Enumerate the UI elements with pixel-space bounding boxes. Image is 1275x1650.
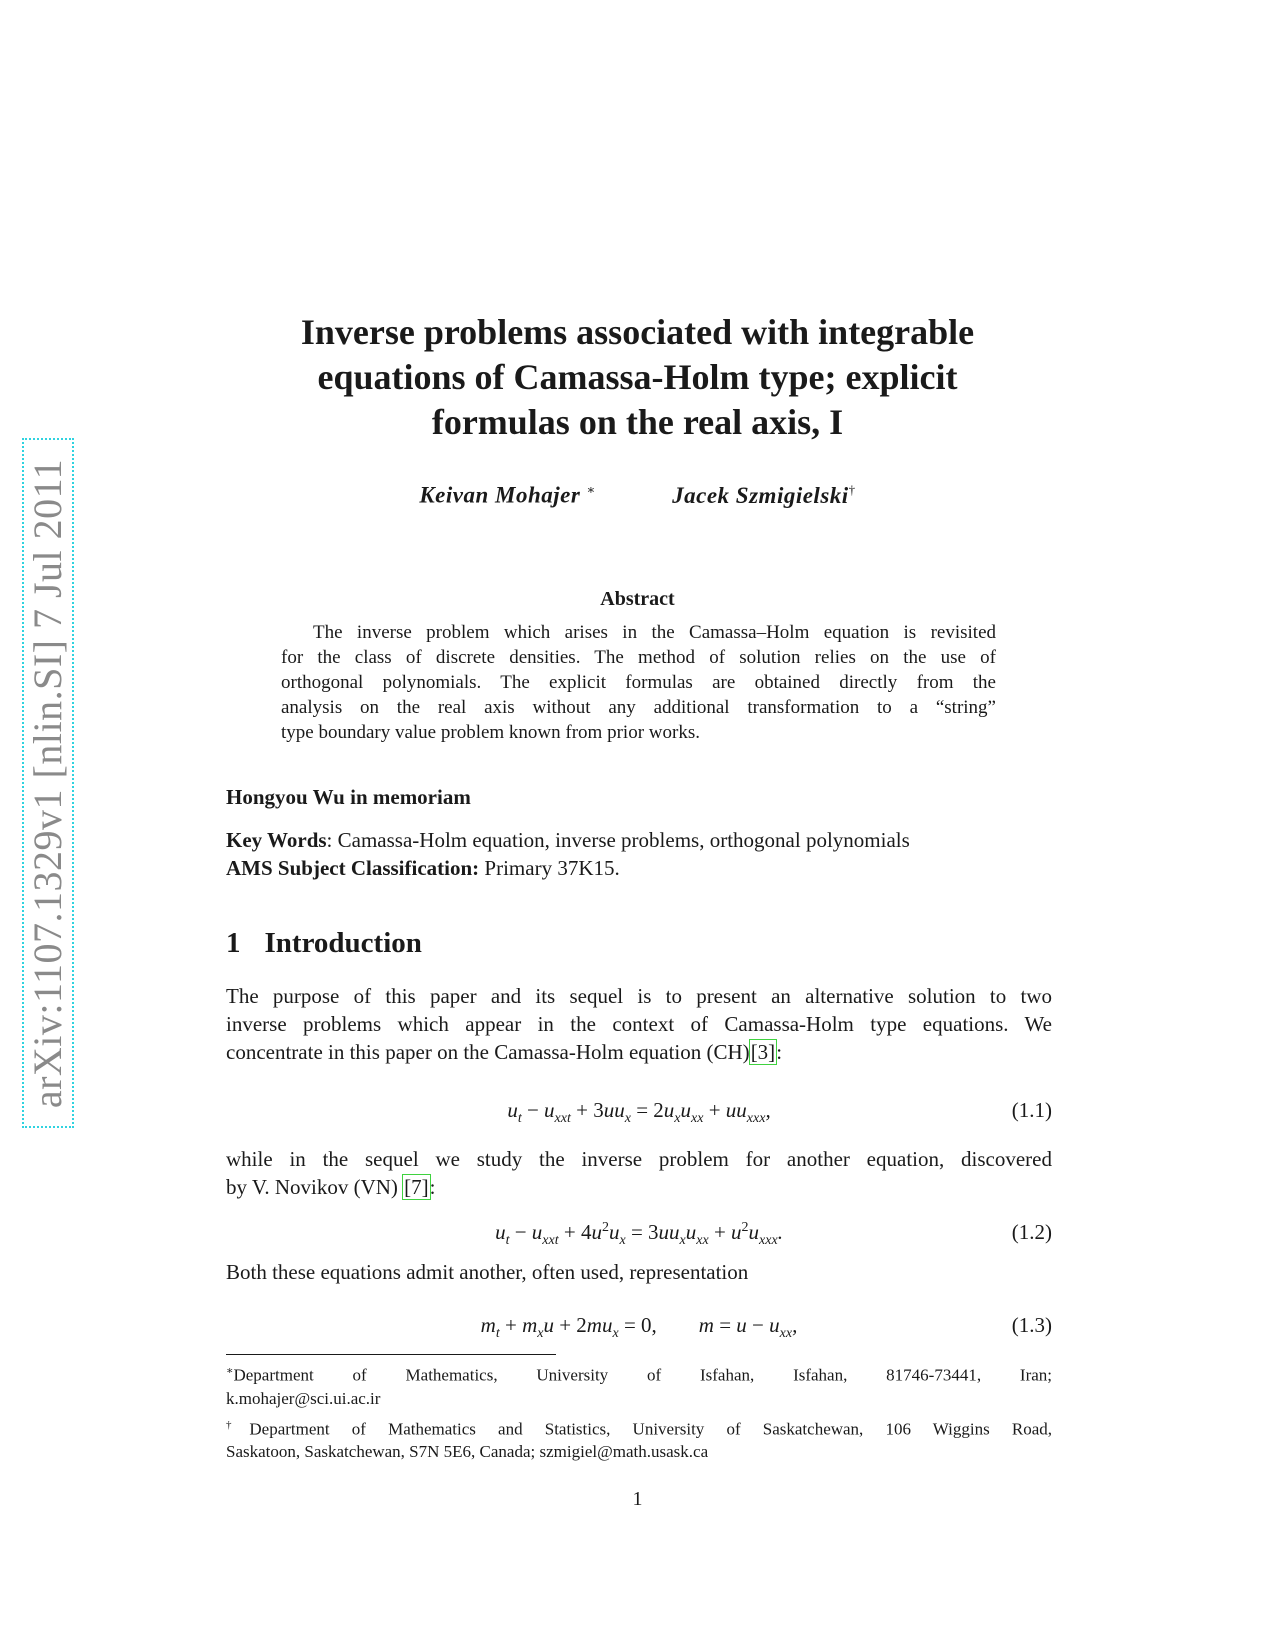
equation-number: (1.3): [1011, 1313, 1052, 1337]
paragraph-text: :: [776, 1040, 783, 1064]
page-number: 1: [632, 1488, 643, 1510]
author-list: [0, 482, 1275, 509]
footnote-email[interactable]: k.mohajer@sci.ui.ac.ir: [226, 1388, 381, 1408]
ams-label: AMS Subject Classification:: [226, 856, 480, 880]
arxiv-stamp: [22, 438, 74, 1128]
footnotes: [226, 1360, 1052, 1463]
paragraph-line: while in the sequel we study the inverse problem for another equation, discovered: [226, 1147, 1052, 1171]
keywords-block: [226, 826, 1052, 882]
title-line: Inverse problems associated with integrable: [300, 312, 975, 352]
abstract-line: for the class of discrete densities. The method of solution relies on the use of: [281, 647, 996, 668]
arxiv-identifier: arXiv:1107.1329v1 [nlin.SI] 7 Jul 2011: [25, 458, 71, 1108]
footnote-text: Department of Mathematics and Statistics, University of Saskatchewan, 106 Wiggins Road,: [249, 1419, 1052, 1439]
title-line: equations of Camassa-Holm type; explicit: [317, 357, 958, 397]
footnote-line: [226, 1360, 1052, 1387]
section-number: 1: [226, 927, 241, 959]
abstract-line: The inverse problem which arises in the Camassa–Holm equation is revisited: [313, 622, 996, 643]
abstract-line: type boundary value problem known from prior works.: [281, 722, 700, 743]
citation-link[interactable]: [3]: [750, 1040, 776, 1064]
author-footnote-mark[interactable]: †: [848, 482, 856, 497]
author-name: Jacek Szmigielski: [672, 482, 849, 508]
paragraph-line: inverse problems which appear in the context of Camassa-Holm type equations. We: [226, 1012, 1052, 1036]
paper-title: [200, 310, 1075, 445]
abstract-heading: Abstract: [600, 588, 675, 610]
author-footnote-mark[interactable]: ∗: [586, 482, 596, 497]
keywords-text: : Camassa-Holm equation, inverse problems, orthogonal polynomials: [326, 828, 910, 852]
footnote-mark: †: [226, 1418, 250, 1431]
abstract-text: [281, 620, 996, 745]
abstract-line: analysis on the real axis without any additional transformation to a “string”: [281, 697, 996, 718]
equation-number: (1.1): [1011, 1098, 1052, 1122]
footnote-line: [226, 1414, 1052, 1441]
section-heading: [226, 927, 422, 960]
paragraph-line: [226, 1038, 1052, 1066]
citation-link[interactable]: [7]: [404, 1175, 429, 1199]
paragraph-line: [226, 1173, 1052, 1201]
paragraph-line: The purpose of this paper and its sequel is to present an alternative solution to two: [226, 984, 1052, 1008]
paragraph-text: concentrate in this paper on the Camassa-Holm equation (CH): [226, 1040, 750, 1064]
equation-1-2: [226, 1220, 1052, 1250]
title-line: formulas on the real axis, I: [431, 402, 844, 442]
equation-number: (1.2): [1011, 1220, 1052, 1244]
footnote-line: Saskatoon, Saskatchewan, S7N 5E6, Canada; szmigiel@math.usask.ca: [226, 1442, 709, 1462]
intro-paragraph: [226, 982, 1052, 1066]
equation-body: $u_t - u_{xxt} + 4u^2u_x = 3uu_xu_{xx} + u^2u_{xxx}$.: [495, 1220, 783, 1249]
equation-1-3: [226, 1313, 1052, 1343]
paragraph-text: :: [429, 1175, 436, 1199]
third-paragraph: [226, 1258, 1052, 1286]
second-paragraph: [226, 1145, 1052, 1201]
section-title: Introduction: [264, 927, 422, 959]
equation-body: $m_t + m_xu + 2mu_x = 0$, $m = u - u_{xx}$,: [480, 1313, 798, 1342]
dedication: Hongyou Wu in memoriam: [226, 785, 471, 809]
paragraph-line: Both these equations admit another, often used, representation: [226, 1260, 749, 1284]
equation-1-1: [226, 1098, 1052, 1128]
keywords-line: [226, 826, 1052, 854]
footnote-text: Department of Mathematics, University of Isfahan, Isfahan, 81746-73441, Iran;: [233, 1365, 1052, 1385]
abstract-line: orthogonal polynomials. The explicit formulas are obtained directly from the: [281, 672, 996, 693]
footnote-mark: ∗: [226, 1365, 234, 1377]
ams-text: Primary 37K15.: [479, 856, 620, 880]
ams-line: [226, 854, 1052, 882]
keywords-label: Key Words: [226, 828, 327, 852]
paragraph-text: by V. Novikov (VN): [226, 1175, 404, 1199]
author-name: Keivan Mohajer: [419, 482, 581, 508]
footnote-rule: [226, 1354, 556, 1355]
equation-body: $u_t - u_{xxt} + 3uu_x = 2u_xu_{xx} + uu_{xxx}$,: [507, 1098, 771, 1127]
